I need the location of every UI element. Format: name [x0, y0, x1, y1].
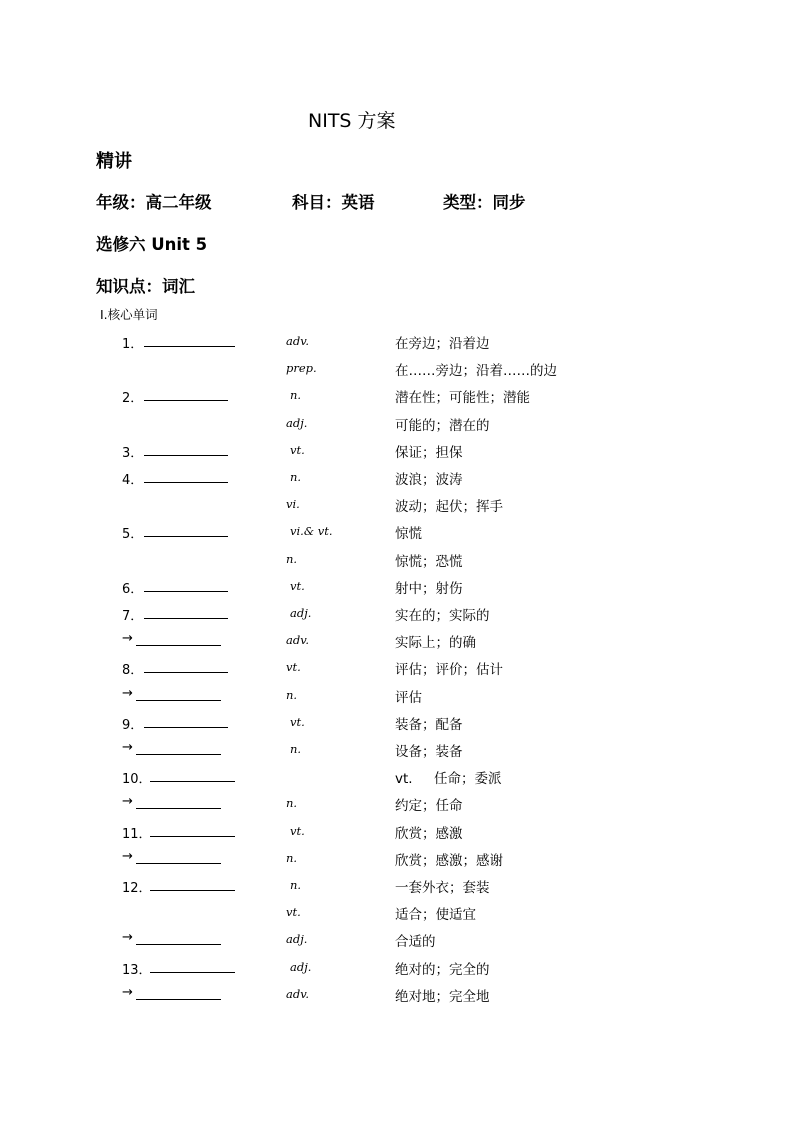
answer-blank[interactable] [144, 482, 228, 483]
vocab-row [0, 494, 794, 516]
word-meaning: 评估；评价；估计 [395, 662, 503, 679]
answer-blank[interactable] [136, 645, 221, 646]
answer-blank[interactable] [136, 999, 221, 1000]
word-meaning: 绝对的；完全的 [395, 961, 490, 978]
part-of-speech: vt. [290, 442, 305, 457]
vocab-row [0, 929, 794, 951]
part-of-speech: vt. [286, 660, 301, 675]
vocab-row [0, 549, 794, 571]
part-of-speech: n. [286, 850, 298, 865]
type-label: 类型：同步 [443, 193, 526, 212]
part-of-speech: n. [290, 742, 302, 756]
part-of-speech: vt. [290, 578, 305, 593]
word-meaning: 波浪；波涛 [395, 472, 463, 488]
answer-blank[interactable] [144, 346, 235, 347]
part-of-speech: vi.& vt. [290, 524, 333, 539]
vocab-row [0, 821, 794, 843]
word-meaning: 一套外衣；套装 [395, 880, 490, 896]
item-number: 11． [122, 826, 152, 842]
vocab-row [0, 440, 794, 462]
vocab-row [0, 848, 794, 870]
item-number: 1． [122, 337, 144, 352]
word-meaning: 射中；射伤 [395, 580, 463, 597]
part-of-speech: adj. [286, 932, 308, 947]
vocab-row [0, 630, 794, 652]
derived-arrow-icon: → [122, 930, 133, 946]
word-meaning: 潜在性；可能性；潜能 [395, 390, 530, 407]
vocab-row [0, 957, 794, 979]
part-of-speech: n. [286, 796, 298, 811]
derived-arrow-icon: → [122, 984, 133, 1000]
vocab-row [0, 739, 794, 761]
word-meaning: 欣赏；感激 [395, 825, 463, 842]
word-meaning: 可能的；潜在的 [395, 417, 490, 434]
vocab-row [0, 603, 794, 625]
vocab-row [0, 521, 794, 543]
word-meaning: 实际上；的确 [395, 635, 476, 652]
word-meaning: 惊慌；恐慌 [395, 553, 463, 570]
derived-arrow-icon: → [122, 848, 133, 864]
answer-blank[interactable] [136, 863, 221, 864]
item-number: 13． [122, 962, 152, 978]
vocab-row [0, 413, 794, 435]
answer-blank[interactable] [136, 700, 221, 701]
answer-blank[interactable] [144, 672, 228, 673]
vocab-row [0, 712, 794, 734]
part-of-speech: vt. [290, 823, 305, 838]
answer-blank[interactable] [136, 808, 221, 809]
word-meaning: 适合；使适宜 [395, 907, 476, 924]
derived-arrow-icon: → [122, 631, 133, 647]
item-number: 3． [122, 445, 144, 461]
item-number: 4． [122, 473, 144, 488]
part-of-speech: vt. [286, 905, 301, 920]
answer-blank[interactable] [150, 836, 235, 837]
part-of-speech: n. [290, 470, 302, 484]
answer-blank[interactable] [150, 890, 235, 891]
subsection-heading: Ⅰ.核心单词 [100, 307, 158, 322]
vocab-row [0, 766, 794, 788]
vocab-row [0, 576, 794, 598]
part-of-speech: adj. [290, 606, 312, 620]
word-meaning: 在旁边；沿着边 [395, 336, 490, 352]
word-meaning: 保证；担保 [395, 444, 463, 461]
word-meaning: 波动；起伏；挥手 [395, 499, 503, 516]
item-number: 5． [122, 527, 144, 543]
word-meaning: 惊慌 [395, 526, 422, 543]
word-meaning: 约定；任命 [395, 798, 463, 815]
subject-label: 科目：英语 [292, 193, 375, 212]
item-number: 10． [122, 772, 152, 788]
answer-blank[interactable] [144, 618, 228, 619]
answer-blank[interactable] [150, 972, 235, 973]
derived-arrow-icon: → [122, 740, 133, 755]
part-of-speech: adv. [286, 986, 310, 1001]
item-number: 12． [122, 881, 152, 896]
unit-heading: 选修六 Unit 5 [96, 235, 208, 254]
word-meaning: 实在的；实际的 [395, 608, 490, 624]
part-of-speech: n. [290, 388, 302, 403]
word-meaning: 装备；配备 [395, 716, 463, 733]
word-meaning: vt. 任命；委派 [395, 771, 502, 788]
vocab-row [0, 467, 794, 489]
item-number: 7． [122, 609, 144, 624]
word-meaning: 欣赏；感激；感谢 [395, 852, 503, 869]
vocab-row [0, 875, 794, 897]
item-number: 9． [122, 717, 144, 733]
item-number: 8． [122, 663, 144, 679]
part-of-speech: vt. [290, 714, 305, 729]
vocab-row [0, 984, 794, 1006]
vocab-row [0, 902, 794, 924]
answer-blank[interactable] [144, 591, 228, 592]
vocab-row [0, 385, 794, 407]
vocab-row [0, 358, 794, 380]
grade-label: 年级：高二年级 [96, 193, 212, 212]
vocab-row [0, 685, 794, 707]
answer-blank[interactable] [136, 754, 221, 755]
word-meaning: 评估 [395, 689, 422, 706]
word-meaning: 绝对地；完全地 [395, 988, 490, 1005]
knowledge-heading: 知识点：词汇 [96, 277, 195, 296]
answer-blank[interactable] [144, 400, 228, 401]
derived-arrow-icon: → [122, 685, 133, 701]
part-of-speech: n. [290, 878, 302, 892]
part-of-speech: prep. [286, 361, 317, 376]
section-heading: 精讲 [96, 151, 132, 172]
word-meaning: 在……旁边；沿着……的边 [395, 363, 557, 380]
part-of-speech: adj. [290, 959, 312, 974]
answer-blank[interactable] [144, 727, 228, 728]
part-of-speech: vi. [286, 497, 300, 512]
part-of-speech: adj. [286, 415, 308, 430]
vocab-row [0, 793, 794, 815]
item-number: 6． [122, 581, 144, 597]
word-meaning: 设备；装备 [395, 744, 463, 760]
derived-arrow-icon: → [122, 794, 133, 810]
answer-blank[interactable] [144, 455, 228, 456]
part-of-speech: n. [286, 687, 298, 702]
word-meaning: 合适的 [395, 934, 436, 951]
part-of-speech: adv. [286, 633, 310, 648]
vocab-row [0, 331, 794, 353]
answer-blank[interactable] [144, 536, 228, 537]
part-of-speech: adv. [286, 334, 310, 348]
part-of-speech: n. [286, 551, 298, 566]
vocab-row [0, 657, 794, 679]
answer-blank[interactable] [150, 781, 235, 782]
document-title: NITS 方案 [308, 110, 396, 132]
answer-blank[interactable] [136, 944, 221, 945]
item-number: 2． [122, 391, 144, 407]
